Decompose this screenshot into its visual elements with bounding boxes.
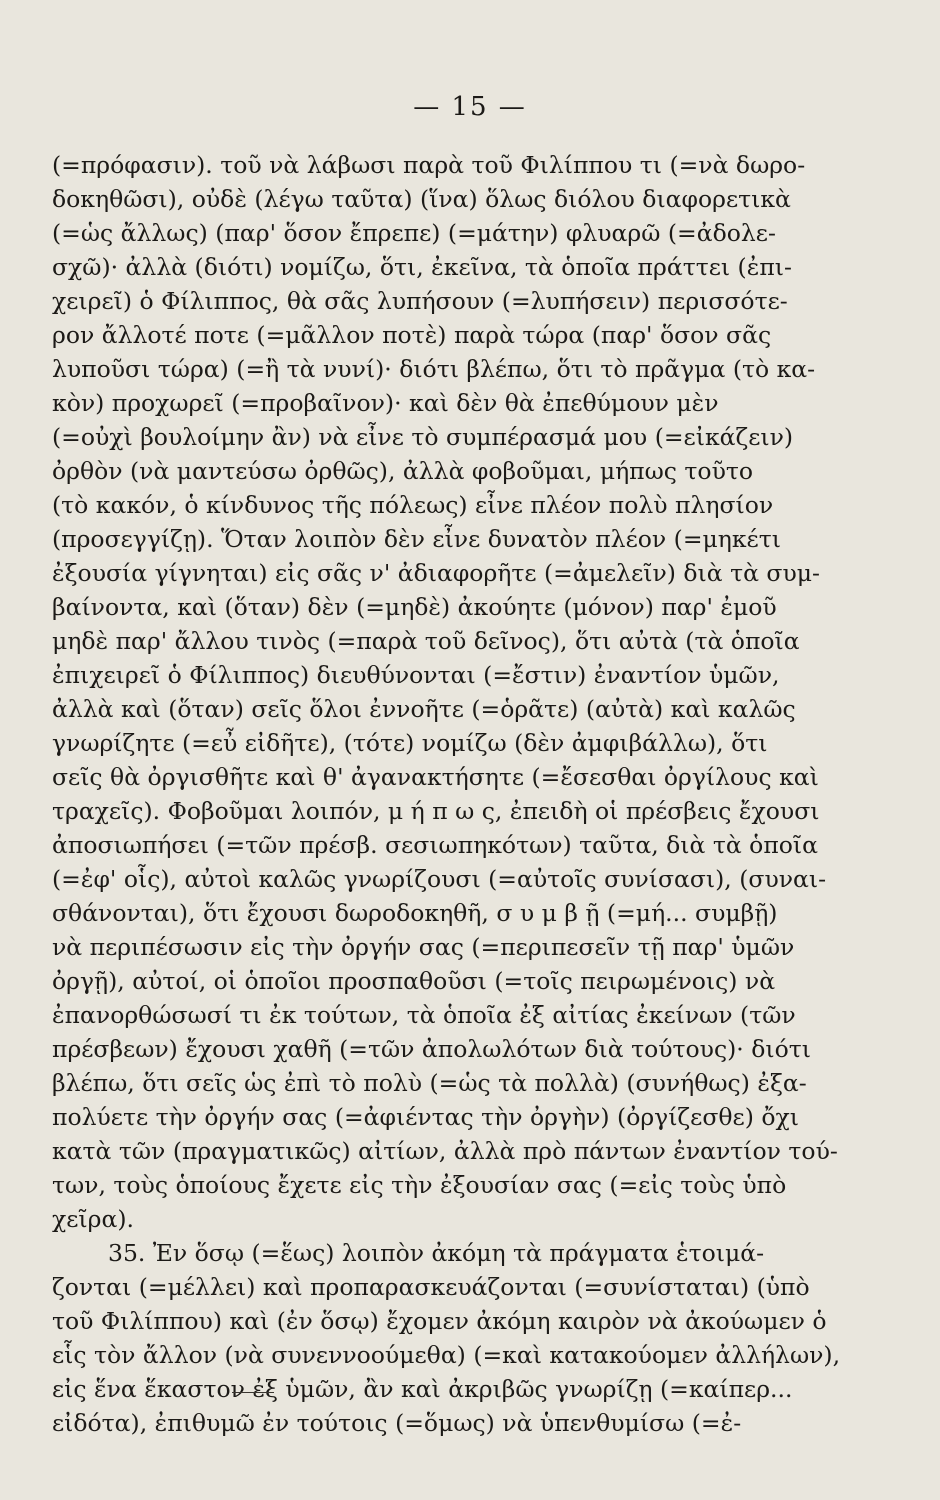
text-line: λυποῦσι τώρα) (=ἢ τὰ νυνί)· διότι βλέπω, ὅτι τὸ πρᾶγμα (τὸ κα- <box>52 355 816 383</box>
text-line: ρον ἄλλοτέ ποτε (=μᾶλλον ποτὲ) παρὰ τώρα (παρ' ὅσον σᾶς <box>52 321 772 349</box>
text-line: χεῖρα). <box>52 1205 134 1233</box>
text-line: ὀρθὸν (νὰ μαντεύσω ὀρθῶς), ἀλλὰ φοβοῦμαι, μήπως τοῦτο <box>52 457 754 485</box>
text-line: πολύετε τὴν ὀργήν σας (=ἀφιέντας τὴν ὀργὴν) (ὀργίζεσθε) ὄχι <box>52 1103 799 1131</box>
text-line: (=ἐφ' οἷς), αὐτοὶ καλῶς γνωρίζουσι (=αὐτοῖς συνίσασι), (συναι- <box>52 865 827 893</box>
text-line: ἐπανορθώσωσί τι ἐκ τούτων, τὰ ὁποῖα ἐξ αἰτίας ἐκείνων (τῶν <box>52 1001 796 1029</box>
text-line: πρέσβεων) ἔχουσι χαθῆ (=τῶν ἀπολωλότων διὰ τούτους)· διότι <box>52 1035 811 1063</box>
text-line: κατὰ τῶν (πραγματικῶς) αἰτίων, ἀλλὰ πρὸ πάντων ἐναντίον τού- <box>52 1137 838 1165</box>
footnote-rule <box>232 1392 274 1393</box>
text-line: νὰ περιπέσωσιν εἰς τὴν ὀργήν σας (=περιπεσεῖν τῇ παρ' ὑμῶν <box>52 933 795 961</box>
text-line: των, τοὺς ὁποίους ἔχετε εἰς τὴν ἐξουσίαν σας (=εἰς τοὺς ὑπὸ <box>52 1171 787 1199</box>
text-line: σχῶ)· ἀλλὰ (διότι) νομίζω, ὅτι, ἐκεῖνα, τὰ ὁποῖα πράττει (ἐπι- <box>52 253 792 281</box>
text-line: ζονται (=μέλλει) καὶ προπαρασκευάζονται (=συνίσταται) (ὑπὸ <box>52 1273 810 1301</box>
text-line: κὸν) προχωρεῖ (=προβαῖνον)· καὶ δὲν θὰ ἐπεθύμουν μὲν <box>52 389 719 417</box>
text-line: μηδὲ παρ' ἄλλου τινὸς (=παρὰ τοῦ δεῖνος), ὅτι αὐτὰ (τὰ ὁποῖα <box>52 627 800 655</box>
text-line: σθάνονται), ὅτι ἔχουσι δωροδοκηθῆ, σ υ μ β ῇ (=μή... συμβῇ) <box>52 899 778 927</box>
text-line: τοῦ Φιλίππου) καὶ (ἐν ὅσῳ) ἔχομεν ἀκόμη καιρὸν νὰ ἀκούωμεν ὁ <box>52 1307 827 1335</box>
text-line: ἀποσιωπήσει (=τῶν πρέσβ. σεσιωπηκότων) ταῦτα, διὰ τὰ ὁποῖα <box>52 831 818 859</box>
text-line: (=ὡς ἄλλως) (παρ' ὅσον ἔπρεπε) (=μάτην) φλυαρῶ (=ἀδολε- <box>52 219 776 247</box>
text-line: βλέπω, ὅτι σεῖς ὡς ἐπὶ τὸ πολὺ (=ὡς τὰ πολλὰ) (συνήθως) ἐξα- <box>52 1069 807 1097</box>
text-line: δοκηθῶσι), οὐδὲ (λέγω ταῦτα) (ἵνα) ὅλως διόλου διαφορετικὰ <box>52 185 791 213</box>
text-line: (προσεγγίζῃ). Ὅταν λοιπὸν δὲν εἶνε δυνατὸν πλέον (=μηκέτι <box>52 525 781 553</box>
text-line: (τὸ κακόν, ὁ κίνδυνος τῆς πόλεως) εἶνε πλέον πολὺ πλησίον <box>52 491 774 519</box>
text-line: τραχεῖς). Φοβοῦμαι λοιπόν, μ ή π ω ς, ἐπειδὴ οἱ πρέσβεις ἔχουσι <box>52 797 820 825</box>
text-line: ἐξουσία γίγνηται) εἰς σᾶς ν' ἀδιαφορῆτε (=ἀμελεῖν) διὰ τὰ συμ- <box>52 559 820 587</box>
text-line: ἐπιχειρεῖ ὁ Φίλιππος) διευθύνονται (=ἔστιν) ἐναντίον ὑμῶν, <box>52 661 780 689</box>
body-text <box>52 148 884 1440</box>
text-line: χειρεῖ) ὁ Φίλιππος, θὰ σᾶς λυπήσουν (=λυπήσειν) περισσότε- <box>52 287 788 315</box>
text-line: εἰς ἕνα ἕκαστον ἐξ ὑμῶν, ἂν καὶ ἀκριβῶς γνωρίζῃ (=καίπερ... <box>52 1375 793 1403</box>
text-line: βαίνοντα, καὶ (ὅταν) δὲν (=μηδὲ) ἀκούητε (μόνον) παρ' ἐμοῦ <box>52 593 777 621</box>
text-line: (=πρόφασιν). τοῦ νὰ λάβωσι παρὰ τοῦ Φιλίππου τι (=νὰ δωρο- <box>52 151 806 179</box>
section-start-line: 35. Ἐν ὅσῳ (=ἕως) λοιπὸν ἀκόμη τὰ πράγματα ἑτοιμά- <box>108 1239 765 1267</box>
text-line: εἰδότα), ἐπιθυμῶ ἐν τούτοις (=ὅμως) νὰ ὑπενθυμίσω (=ἐ- <box>52 1409 742 1437</box>
text-line: εἷς τὸν ἄλλον (νὰ συνεννοούμεθα) (=καὶ κατακούομεν ἀλλήλων), <box>52 1341 841 1369</box>
text-line: ἀλλὰ καὶ (ὅταν) σεῖς ὅλοι ἐννοῆτε (=ὁρᾶτε) (αὐτὰ) καὶ καλῶς <box>52 695 796 723</box>
text-line: γνωρίζητε (=εὖ εἰδῆτε), (τότε) νομίζω (δὲν ἀμφιβάλλω), ὅτι <box>52 729 768 757</box>
text-line: ὀργῇ), αὐτοί, οἱ ὁποῖοι προσπαθοῦσι (=τοῖς πειρωμένοις) νὰ <box>52 967 776 995</box>
text-line: (=οὐχὶ βουλοίμην ἂν) νὰ εἶνε τὸ συμπέρασμά μου (=εἰκάζειν) <box>52 423 794 451</box>
page-number: — 15 — <box>413 92 527 122</box>
text-line: σεῖς θὰ ὀργισθῆτε καὶ θ' ἀγανακτήσητε (=ἔσεσθαι ὀργίλους καὶ <box>52 763 819 791</box>
